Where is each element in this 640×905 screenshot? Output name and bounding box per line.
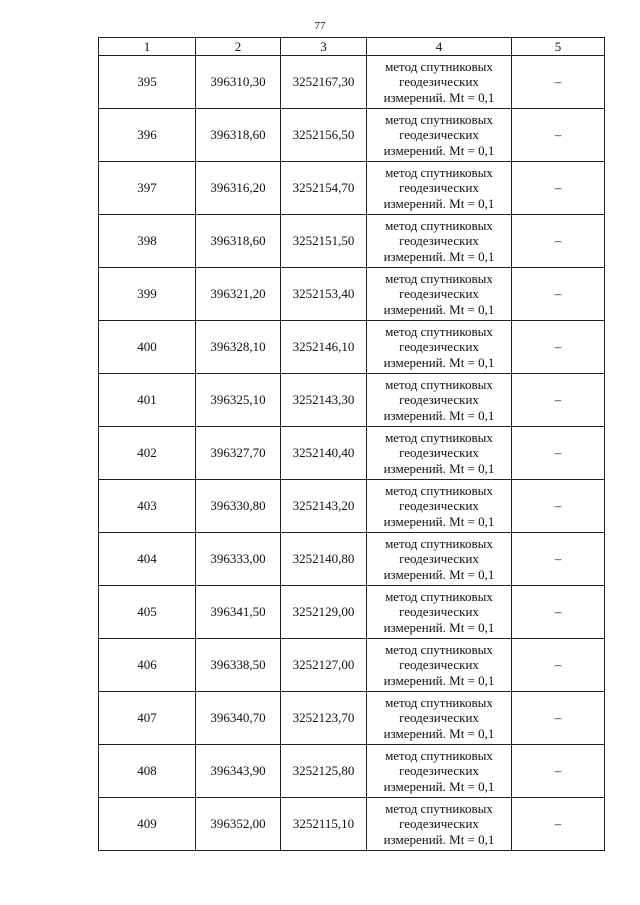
method-line: измерений. Mt = 0,1 [383, 619, 495, 635]
note-cell: – [512, 215, 605, 268]
x-coordinate-cell: 396341,50 [196, 586, 281, 639]
method-line: метод спутниковых [385, 323, 493, 339]
table-row [99, 798, 605, 851]
table-row [99, 745, 605, 798]
table-row [99, 109, 605, 162]
method-line: метод спутниковых [385, 482, 493, 498]
method-line: геодезических [399, 498, 479, 514]
point-number-cell: 399 [99, 268, 196, 321]
method-line: измерений. Mt = 0,1 [383, 566, 495, 582]
note-cell: – [512, 162, 605, 215]
y-coordinate-cell: 3252153,40 [281, 268, 367, 321]
y-coordinate-cell: 3252140,40 [281, 427, 367, 480]
x-coordinate-cell: 396321,20 [196, 268, 281, 321]
method-cell [367, 745, 512, 798]
method-line: метод спутниковых [385, 747, 493, 763]
table-body [99, 56, 605, 851]
point-number-cell: 409 [99, 798, 196, 851]
note-cell: – [512, 321, 605, 374]
note-cell: – [512, 109, 605, 162]
table-row [99, 56, 605, 109]
method-line: измерений. Mt = 0,1 [383, 89, 495, 105]
note-cell: – [512, 745, 605, 798]
method-line: геодезических [399, 710, 479, 726]
table-row [99, 533, 605, 586]
method-line: геодезических [399, 286, 479, 302]
method-cell [367, 374, 512, 427]
table-row [99, 321, 605, 374]
method-line: метод спутниковых [385, 535, 493, 551]
coordinates-table [98, 37, 605, 851]
method-line: метод спутниковых [385, 164, 493, 180]
method-line: метод спутниковых [385, 800, 493, 816]
method-line: геодезических [399, 604, 479, 620]
point-number-cell: 407 [99, 692, 196, 745]
page-number: 77 [314, 20, 326, 32]
method-line: геодезических [399, 816, 479, 832]
method-line: метод спутниковых [385, 694, 493, 710]
method-line: измерений. Mt = 0,1 [383, 248, 495, 264]
table-row [99, 374, 605, 427]
method-cell [367, 798, 512, 851]
x-coordinate-cell: 396316,20 [196, 162, 281, 215]
table-header [99, 38, 605, 56]
method-line: геодезических [399, 763, 479, 779]
header-row [99, 38, 605, 56]
header-col-2: 2 [196, 38, 281, 56]
method-line: измерений. Mt = 0,1 [383, 301, 495, 317]
point-number-cell: 401 [99, 374, 196, 427]
x-coordinate-cell: 396333,00 [196, 533, 281, 586]
table-row [99, 639, 605, 692]
x-coordinate-cell: 396318,60 [196, 109, 281, 162]
method-line: метод спутниковых [385, 111, 493, 127]
method-cell [367, 162, 512, 215]
y-coordinate-cell: 3252127,00 [281, 639, 367, 692]
method-line: измерений. Mt = 0,1 [383, 672, 495, 688]
method-line: метод спутниковых [385, 58, 493, 74]
y-coordinate-cell: 3252140,80 [281, 533, 367, 586]
x-coordinate-cell: 396343,90 [196, 745, 281, 798]
table-row [99, 692, 605, 745]
method-line: измерений. Mt = 0,1 [383, 142, 495, 158]
point-number-cell: 395 [99, 56, 196, 109]
y-coordinate-cell: 3252143,20 [281, 480, 367, 533]
method-line: измерений. Mt = 0,1 [383, 725, 495, 741]
y-coordinate-cell: 3252123,70 [281, 692, 367, 745]
y-coordinate-cell: 3252115,10 [281, 798, 367, 851]
method-cell [367, 692, 512, 745]
method-cell [367, 639, 512, 692]
point-number-cell: 403 [99, 480, 196, 533]
y-coordinate-cell: 3252151,50 [281, 215, 367, 268]
table-row [99, 268, 605, 321]
method-line: геодезических [399, 180, 479, 196]
x-coordinate-cell: 396327,70 [196, 427, 281, 480]
method-line: геодезических [399, 233, 479, 249]
note-cell: – [512, 639, 605, 692]
note-cell: – [512, 56, 605, 109]
point-number-cell: 408 [99, 745, 196, 798]
y-coordinate-cell: 3252129,00 [281, 586, 367, 639]
method-cell [367, 56, 512, 109]
method-line: измерений. Mt = 0,1 [383, 513, 495, 529]
x-coordinate-cell: 396318,60 [196, 215, 281, 268]
point-number-cell: 400 [99, 321, 196, 374]
point-number-cell: 402 [99, 427, 196, 480]
header-col-4: 4 [367, 38, 512, 56]
method-line: измерений. Mt = 0,1 [383, 407, 495, 423]
note-cell: – [512, 480, 605, 533]
header-col-1: 1 [99, 38, 196, 56]
y-coordinate-cell: 3252167,30 [281, 56, 367, 109]
point-number-cell: 404 [99, 533, 196, 586]
point-number-cell: 398 [99, 215, 196, 268]
method-cell [367, 586, 512, 639]
method-line: измерений. Mt = 0,1 [383, 354, 495, 370]
method-line: геодезических [399, 392, 479, 408]
method-line: геодезических [399, 339, 479, 355]
point-number-cell: 396 [99, 109, 196, 162]
x-coordinate-cell: 396330,80 [196, 480, 281, 533]
note-cell: – [512, 692, 605, 745]
y-coordinate-cell: 3252143,30 [281, 374, 367, 427]
method-line: метод спутниковых [385, 217, 493, 233]
table-row [99, 215, 605, 268]
header-col-5: 5 [512, 38, 605, 56]
method-cell [367, 427, 512, 480]
x-coordinate-cell: 396325,10 [196, 374, 281, 427]
method-line: метод спутниковых [385, 270, 493, 286]
note-cell: – [512, 374, 605, 427]
note-cell: – [512, 798, 605, 851]
y-coordinate-cell: 3252154,70 [281, 162, 367, 215]
method-line: метод спутниковых [385, 641, 493, 657]
method-line: геодезических [399, 551, 479, 567]
method-cell [367, 480, 512, 533]
table-row [99, 586, 605, 639]
method-line: геодезических [399, 657, 479, 673]
x-coordinate-cell: 396328,10 [196, 321, 281, 374]
method-line: измерений. Mt = 0,1 [383, 195, 495, 211]
point-number-cell: 405 [99, 586, 196, 639]
y-coordinate-cell: 3252125,80 [281, 745, 367, 798]
method-line: метод спутниковых [385, 376, 493, 392]
note-cell: – [512, 586, 605, 639]
x-coordinate-cell: 396310,30 [196, 56, 281, 109]
y-coordinate-cell: 3252156,50 [281, 109, 367, 162]
method-cell [367, 215, 512, 268]
x-coordinate-cell: 396340,70 [196, 692, 281, 745]
method-cell [367, 268, 512, 321]
header-col-3: 3 [281, 38, 367, 56]
table-row [99, 480, 605, 533]
table-row [99, 427, 605, 480]
method-line: измерений. Mt = 0,1 [383, 831, 495, 847]
method-line: геодезических [399, 74, 479, 90]
note-cell: – [512, 533, 605, 586]
y-coordinate-cell: 3252146,10 [281, 321, 367, 374]
x-coordinate-cell: 396352,00 [196, 798, 281, 851]
method-line: метод спутниковых [385, 429, 493, 445]
method-cell [367, 109, 512, 162]
table-row [99, 162, 605, 215]
point-number-cell: 406 [99, 639, 196, 692]
method-cell [367, 533, 512, 586]
method-cell [367, 321, 512, 374]
note-cell: – [512, 268, 605, 321]
point-number-cell: 397 [99, 162, 196, 215]
method-line: геодезических [399, 127, 479, 143]
note-cell: – [512, 427, 605, 480]
method-line: метод спутниковых [385, 588, 493, 604]
method-line: геодезических [399, 445, 479, 461]
x-coordinate-cell: 396338,50 [196, 639, 281, 692]
method-line: измерений. Mt = 0,1 [383, 778, 495, 794]
method-line: измерений. Mt = 0,1 [383, 460, 495, 476]
